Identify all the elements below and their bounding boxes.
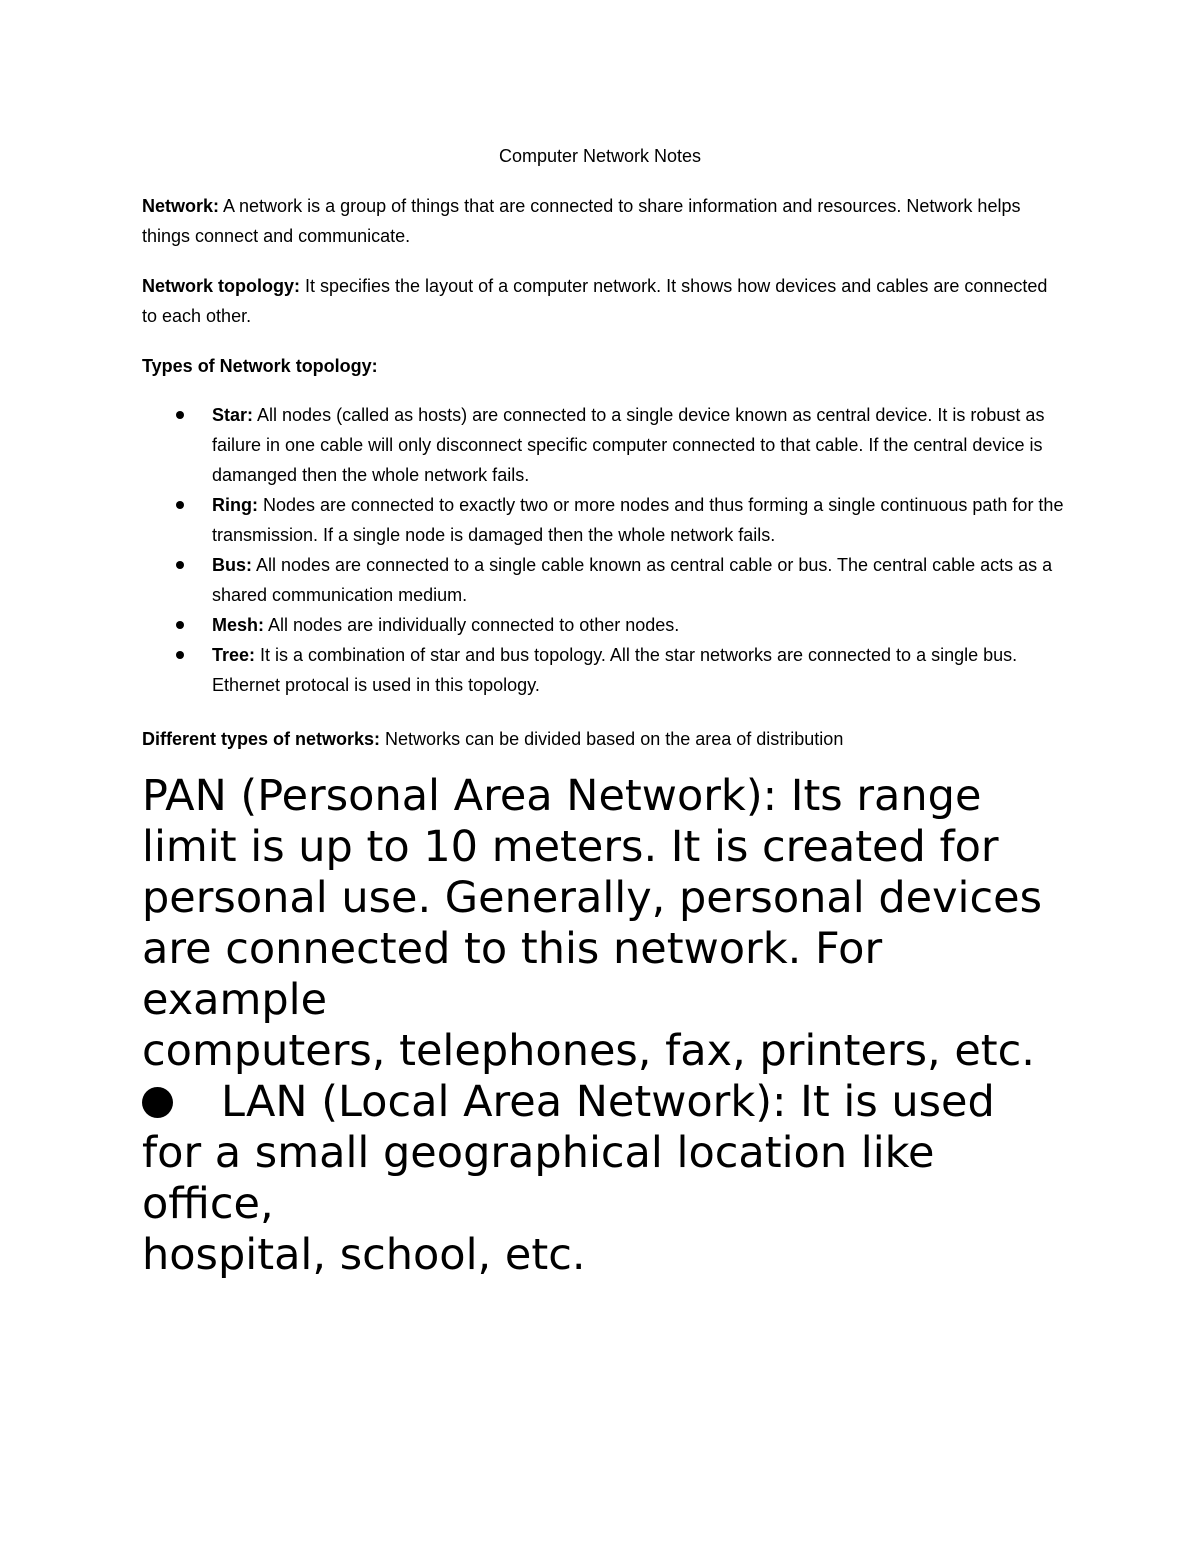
network-term: Network: — [142, 196, 220, 216]
network-types-text: Networks can be divided based on the area of distribution — [380, 729, 844, 749]
big-line-8: for a small geographical location like — [142, 1128, 935, 1178]
tree-text: It is a combination of star and bus topology. All the star networks are connected to a single bus. Ethernet protocal is used in this topology. — [212, 645, 1018, 695]
bullet-icon — [176, 561, 184, 569]
ring-text: Nodes are connected to exactly two or more nodes and thus forming a single continuous path for the transmission. If a single node is damaged then the whole network fails. — [212, 495, 1064, 545]
bullet-icon — [176, 501, 184, 509]
list-item-star — [142, 400, 1072, 490]
mesh-text: All nodes are individually connected to other nodes. — [264, 615, 680, 635]
topology-list — [142, 400, 1072, 700]
big-line-6: computers, telephones, fax, printers, etc. — [142, 1026, 1035, 1076]
bullet-icon — [176, 651, 184, 659]
list-item-bus — [142, 550, 1072, 610]
big-line-7: LAN (Local Area Network): It is used — [221, 1077, 995, 1127]
topology-term: Network topology: — [142, 276, 300, 296]
network-definition — [142, 191, 1062, 251]
types-heading: Types of Network topology: — [142, 356, 378, 376]
network-text: A network is a group of things that are connected to share information and resources. Network helps things connect and communicate. — [142, 196, 1021, 246]
document-title: Computer Network Notes — [498, 146, 702, 166]
big-line-9: office, — [142, 1179, 274, 1229]
list-item-ring — [142, 490, 1072, 550]
network-types-term: Different types of networks: — [142, 729, 381, 749]
big-line-4: are connected to this network. For — [142, 924, 883, 974]
star-text: All nodes (called as hosts) are connected to a single device known as central device. It is robust as failure in one cable will only disconnect specific computer connected to that cable. If the central device is damanged then the whole network fails. — [212, 405, 1045, 485]
bullet-icon — [176, 411, 184, 419]
network-types-intro — [142, 724, 1062, 754]
tree-term: Tree: — [212, 645, 256, 665]
big-line-3: personal use. Generally, personal devices — [142, 873, 1042, 923]
bus-text: All nodes are connected to a single cable known as central cable or bus. The central cable acts as a shared communication medium. — [212, 555, 1053, 605]
big-line-5: example — [142, 975, 328, 1025]
star-term: Star: — [212, 405, 254, 425]
bullet-icon — [176, 621, 184, 629]
topology-definition — [142, 271, 1062, 331]
topology-text: It specifies the layout of a computer network. It shows how devices and cables are connected to each other. — [142, 276, 1048, 326]
big-line-2: limit is up to 10 meters. It is created for — [142, 822, 999, 872]
big-line-7-wrap — [142, 1077, 1152, 1128]
large-bullet-icon — [142, 1087, 173, 1118]
list-item-tree — [142, 640, 1072, 700]
bus-term: Bus: — [212, 555, 252, 575]
big-line-1: PAN (Personal Area Network): Its range — [142, 771, 982, 821]
big-line-10: hospital, school, etc. — [142, 1230, 586, 1280]
ring-term: Ring: — [212, 495, 258, 515]
mesh-term: Mesh: — [212, 615, 265, 635]
list-item-mesh — [142, 610, 1072, 640]
large-text-block — [142, 771, 1152, 1281]
